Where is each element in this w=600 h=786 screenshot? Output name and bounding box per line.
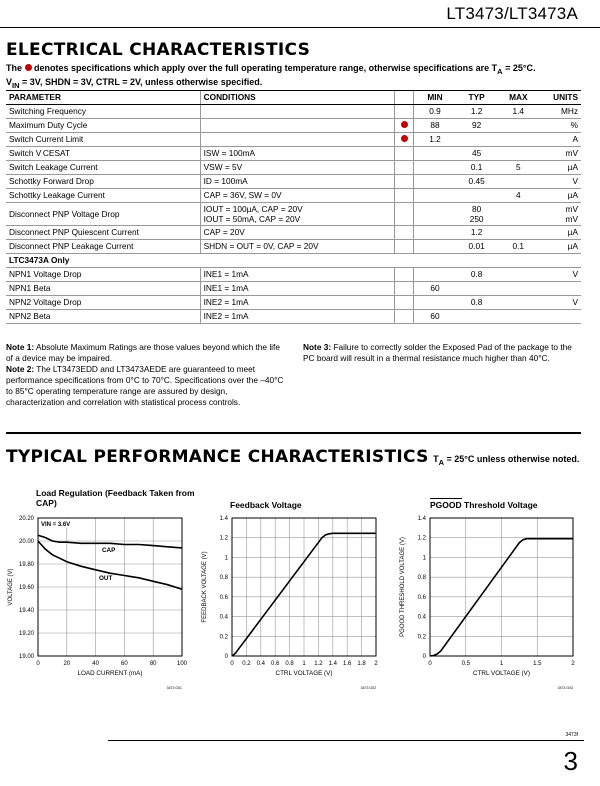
y-tick-label: 0 xyxy=(224,654,228,660)
note-3-text: Failure to correctly solder the Exposed Pad of the package to the PC board will result in a thermal resistance much higher than 40°C. xyxy=(303,342,572,363)
y-tick-label: 1 xyxy=(422,555,426,562)
y-tick-label: 19.80 xyxy=(18,562,34,568)
cell-conditions: SHDN = OUT = 0V, CAP = 20V xyxy=(200,240,395,254)
cell-min: 88 xyxy=(414,119,456,133)
col-units: UNITS xyxy=(539,91,581,105)
cell-parameter: NPN1 Voltage Drop xyxy=(6,268,200,282)
chart-code: 3473 G01 xyxy=(166,686,182,690)
typical-cond-t: T xyxy=(433,454,439,464)
y-tick-label: 0.4 xyxy=(417,614,426,621)
cell-units: V xyxy=(539,175,581,189)
note-3-label: Note 3: xyxy=(303,342,332,352)
y-tick-label: 0.2 xyxy=(417,634,426,641)
cell-max: 1.4 xyxy=(497,105,539,119)
cell-units: µA xyxy=(539,226,581,240)
note-2-text: The LT3473EDD and LT3473AEDE are guaranteed to meet performance specifications from 0°C to 70°C. Specifications over the –40°C to 85°C operating temperature range are assured by design, characterization and correlation with statistical process controls. xyxy=(6,364,284,407)
x-tick-label: 2 xyxy=(374,661,378,667)
cell-conditions: CAP = 36V, SW = 0V xyxy=(200,189,395,203)
cell-parameter: Switch Leakage Current xyxy=(6,161,200,175)
x-axis-label: LOAD CURRENT (mA) xyxy=(77,670,143,677)
cell-conditions: INE1 = 1mA xyxy=(200,268,395,282)
x-tick-label: 0.8 xyxy=(285,661,294,667)
cell-units: mV xyxy=(539,147,581,161)
intro-text-2c: = 3V, SHDN = 3V, CTRL = 2V, unless otherwise specified. xyxy=(19,76,263,87)
y-tick-label: 1 xyxy=(224,555,228,562)
col-typ: TYP xyxy=(456,91,498,105)
chart-3 xyxy=(400,516,575,690)
cell-typ: 0.01 xyxy=(456,240,498,254)
cell-max: 0.1 xyxy=(497,240,539,254)
cell-units: A xyxy=(539,133,581,147)
cell-parameter: NPN2 Beta xyxy=(6,310,200,324)
y-tick-label: 0.2 xyxy=(219,634,228,641)
cell-typ: 45 xyxy=(456,147,498,161)
intro-text-1d: = 25°C. xyxy=(502,63,536,73)
intro-sub-in: IN xyxy=(12,80,20,90)
x-tick-label: 0 xyxy=(428,661,432,667)
note-1-text: Absolute Maximum Ratings are those values beyond which the life of a device may be impaired. xyxy=(6,342,280,363)
cell-conditions: IOUT = 100µA, CAP = 20V IOUT = 50mA, CAP = 20V xyxy=(200,203,395,226)
y-tick-label: 20.00 xyxy=(18,539,34,545)
cell-typ: 92 xyxy=(456,119,498,133)
cell-parameter: Switching Frequency xyxy=(6,105,200,119)
col-min: MIN xyxy=(414,91,456,105)
chart-1-title: Load Regulation (Feedback Taken from CAP) xyxy=(36,488,195,508)
x-tick-label: 40 xyxy=(92,661,99,667)
x-tick-label: 1.6 xyxy=(343,661,352,667)
note-1-label: Note 1: xyxy=(6,342,35,352)
y-tick-label: 0.8 xyxy=(417,575,426,582)
y-tick-label: 1.4 xyxy=(219,516,228,522)
cell-units: mV mV xyxy=(539,203,581,226)
col-conditions: CONDITIONS xyxy=(200,91,395,105)
typical-cond-rest: = 25°C unless otherwise noted. xyxy=(443,454,580,464)
y-axis-label: PGOOD THRESHOLD VOLTAGE (V) xyxy=(400,537,406,637)
cell-units: % xyxy=(539,119,581,133)
y-tick-label: 0.6 xyxy=(219,594,228,601)
cell-typ: 1.2 xyxy=(456,226,498,240)
note-2-label: Note 2: xyxy=(6,364,35,374)
x-tick-label: 0.5 xyxy=(461,661,470,667)
y-axis-label: FEEDBACK VOLTAGE (V) xyxy=(202,551,208,623)
typical-performance-title: TYPICAL PERFORMANCE CHARACTERISTICS xyxy=(6,447,429,467)
series-label-cap: CAP xyxy=(102,547,116,554)
cell-typ: 0.45 xyxy=(456,175,498,189)
cell-typ: 0.8 xyxy=(456,296,498,310)
x-tick-label: 0 xyxy=(36,661,40,667)
cell-units: µA xyxy=(539,189,581,203)
cell-min: 60 xyxy=(414,310,456,324)
col-max: MAX xyxy=(497,91,539,105)
y-axis-label: VOLTAGE (V) xyxy=(8,568,14,606)
cell-conditions: CAP = 20V xyxy=(200,226,395,240)
y-tick-label: 19.00 xyxy=(18,654,34,660)
x-tick-label: 1.2 xyxy=(314,661,323,667)
page-number: 3 xyxy=(563,746,578,776)
y-tick-label: 20.20 xyxy=(18,516,34,522)
cell-parameter: Disconnect PNP Quiescent Current xyxy=(6,226,200,240)
footer-rule xyxy=(108,740,584,741)
cell-max: 5 xyxy=(497,161,539,175)
y-tick-label: 19.20 xyxy=(18,631,34,637)
x-axis-label: CTRL VOLTAGE (V) xyxy=(473,670,530,677)
chart-code: 3473 G03 xyxy=(557,686,573,690)
x-tick-label: 2 xyxy=(571,661,575,667)
y-tick-label: 0 xyxy=(422,654,426,660)
chart-3-title: PGOOD Threshold Voltage xyxy=(430,500,538,510)
cell-min: 0.9 xyxy=(414,105,456,119)
cell-units: µA xyxy=(539,161,581,175)
x-tick-label: 100 xyxy=(176,661,188,667)
cell-conditions: VSW = 5V xyxy=(200,161,395,175)
x-tick-label: 60 xyxy=(121,661,128,667)
intro-text-1b: denotes specifications which apply over the full operating temperature range, otherwise specifications are T xyxy=(34,63,498,73)
intro-sub-a: A xyxy=(497,66,503,76)
y-tick-label: 1.4 xyxy=(417,516,426,522)
x-tick-label: 1 xyxy=(499,661,504,667)
x-tick-label: 0.6 xyxy=(271,661,280,667)
cell-parameter: Schottky Leakage Current xyxy=(6,189,200,203)
cell-parameter: Maximum Duty Cycle xyxy=(6,119,200,133)
part-number: LT3473/LT3473A xyxy=(446,4,578,23)
cell-units: V xyxy=(539,268,581,282)
cell-min: 60 xyxy=(414,282,456,296)
chart-2-title: Feedback Voltage xyxy=(230,500,302,510)
x-tick-label: 0 xyxy=(230,661,234,667)
y-tick-label: 0.8 xyxy=(219,575,228,582)
x-tick-label: 0.2 xyxy=(242,661,251,667)
cell-typ: 0.1 xyxy=(456,161,498,175)
vin-annotation: VIN = 3.6V xyxy=(41,522,71,528)
col-parameter: PARAMETER xyxy=(6,91,200,105)
y-tick-label: 1.2 xyxy=(417,535,426,542)
cell-conditions: INE1 = 1mA xyxy=(200,282,395,296)
cell-typ: 1.2 xyxy=(456,105,498,119)
x-tick-label: 1.5 xyxy=(533,661,542,667)
cell-units: MHz xyxy=(539,105,581,119)
cell-parameter: Switch Current Limit xyxy=(6,133,200,147)
x-tick-label: 80 xyxy=(149,661,157,667)
cell-conditions: INE2 = 1mA xyxy=(200,296,395,310)
x-tick-label: 1.8 xyxy=(357,661,366,667)
cell-conditions: ID = 100mA xyxy=(200,175,395,189)
cell-conditions: ISW = 100mA xyxy=(200,147,395,161)
cell-parameter: Disconnect PNP Voltage Drop xyxy=(6,203,200,226)
x-tick-label: 0.4 xyxy=(256,661,265,667)
cell-parameter: Disconnect PNP Leakage Current xyxy=(6,240,200,254)
chart-code: 3473 G02 xyxy=(360,686,376,690)
x-axis-label: CTRL VOLTAGE (V) xyxy=(275,670,333,677)
cell-units: V xyxy=(539,296,581,310)
x-tick-label: 1 xyxy=(302,661,306,667)
pgood-overline xyxy=(430,498,462,499)
x-tick-label: 20 xyxy=(63,661,71,667)
cell-parameter: Schottky Forward Drop xyxy=(6,175,200,189)
cell-conditions: INE2 = 1mA xyxy=(200,310,395,324)
y-tick-label: 0.6 xyxy=(417,594,426,601)
y-tick-label: 0.4 xyxy=(219,614,228,621)
electrical-characteristics-title: ELECTRICAL CHARACTERISTICS xyxy=(6,40,311,60)
series-line-cap xyxy=(38,535,182,548)
cell-parameter: NPN1 Beta xyxy=(6,282,200,296)
x-tick-label: 1.4 xyxy=(328,661,337,667)
typical-cond-sub: A xyxy=(438,457,444,467)
doc-code: 3473f xyxy=(565,732,578,738)
chart-1 xyxy=(8,516,188,690)
intro-text-1a: The xyxy=(6,63,23,73)
series-label-out: OUT xyxy=(99,575,113,582)
cell-parameter: Switch V CESAT xyxy=(6,147,200,161)
cell-max: 4 xyxy=(497,189,539,203)
intro-text-2a: V xyxy=(6,76,13,87)
cell-parameter: NPN2 Voltage Drop xyxy=(6,296,200,310)
y-tick-label: 19.40 xyxy=(18,608,34,614)
table-section-label: LTC3473A Only xyxy=(6,254,581,268)
chart-2 xyxy=(202,516,378,690)
cell-units: µA xyxy=(539,240,581,254)
cell-typ: 0.8 xyxy=(456,268,498,282)
y-tick-label: 1.2 xyxy=(219,535,228,542)
y-tick-label: 19.60 xyxy=(18,585,34,591)
cell-typ: 80 250 xyxy=(456,203,498,226)
cell-min: 1.2 xyxy=(414,133,456,147)
